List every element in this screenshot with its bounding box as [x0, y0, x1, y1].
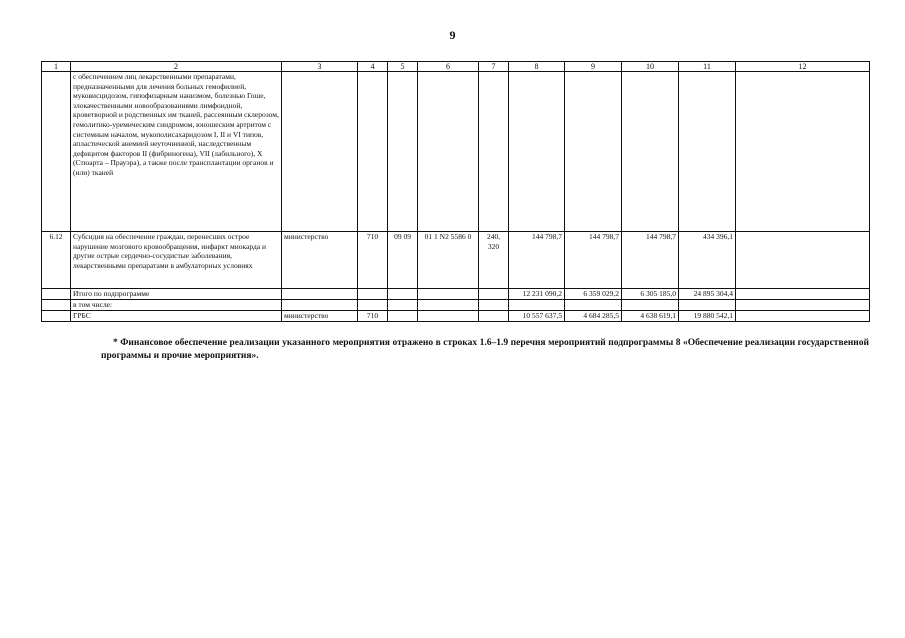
section-code-cell: 09 09 — [388, 232, 418, 289]
footnote: * Финансовое обеспечение реализации указанного мероприятия отражено в строках 1.6–1.9 перечня мероприятий подпрограммы 8 «Обеспечение реализации государственной программы и прочие мероприятия». — [101, 338, 869, 361]
column-header: 1 — [42, 62, 71, 72]
total-label: Итого по подпрограмме — [71, 289, 282, 300]
table-row-including — [42, 300, 870, 311]
notes-cell — [736, 232, 870, 289]
column-header: 5 — [388, 62, 418, 72]
table-row-continuation — [42, 72, 870, 232]
grbs-code-cell: 710 — [358, 232, 388, 289]
amount-cell-8: 144 798,7 — [509, 232, 565, 289]
executor-cell: министерство — [282, 311, 358, 322]
target-article-cell: 01 1 N2 5586 0 — [418, 232, 479, 289]
total-cell-9: 6 359 029,2 — [565, 289, 622, 300]
page-number: 9 — [449, 28, 456, 42]
row-number-cell: 6.12 — [42, 232, 71, 289]
column-header: 9 — [565, 62, 622, 72]
column-header: 7 — [479, 62, 509, 72]
column-header: 10 — [622, 62, 679, 72]
budget-table — [41, 61, 870, 322]
row-number-cell — [42, 72, 71, 232]
description-cell: Субсидия на обеспечение граждан, перенесших острое нарушение мозгового кровообращения, инфаркт миокарда и другие острые сердечно-сосудистые заболевания, лекарственными препаратами в амбулаторных условиях — [71, 232, 282, 289]
amount-cell-9: 144 798,7 — [565, 232, 622, 289]
total-cell-10: 6 305 185,0 — [622, 289, 679, 300]
expense-type-cell: 240, 320 — [479, 232, 509, 289]
grbs-cell-8: 10 557 637,5 — [509, 311, 565, 322]
table-row-grbs — [42, 311, 870, 322]
table-row-6-12 — [42, 232, 870, 289]
header-row — [42, 62, 870, 72]
amount-cell-11: 434 396,1 — [679, 232, 736, 289]
grbs-label: ГРБС — [71, 311, 282, 322]
column-header: 4 — [358, 62, 388, 72]
executor-cell: министерство — [282, 232, 358, 289]
column-header: 11 — [679, 62, 736, 72]
column-header: 6 — [418, 62, 479, 72]
grbs-cell-9: 4 684 285,5 — [565, 311, 622, 322]
grbs-cell-10: 4 638 619,1 — [622, 311, 679, 322]
total-cell-11: 24 895 304,4 — [679, 289, 736, 300]
amount-cell-10: 144 798,7 — [622, 232, 679, 289]
column-header: 3 — [282, 62, 358, 72]
grbs-cell-11: 19 880 542,1 — [679, 311, 736, 322]
description-cell: с обеспечением лиц лекарственными препаратами, предназначенными для лечения больных гемофилией, муковисцидозом, гипофизарным нанизмом, болезнью Гоше, злокачественными новообразованиями лимфоидной, кроветворной и родственных им тканей, рассеянным склерозом, гемолитико-уремическим синдромом, юношеским артритом с системным началом, мукополисахаридозом I, II и VI типов, апластической анемией неуточненной, наследственным дефицитом факторов II (фибриногена), VII (лабильного), X (Стюарта – Прауэра), а также после трансплантации органов и (или) тканей — [71, 72, 282, 232]
column-header: 8 — [509, 62, 565, 72]
column-header: 2 — [71, 62, 282, 72]
grbs-code-cell: 710 — [358, 311, 388, 322]
column-header: 12 — [736, 62, 870, 72]
table-row-total — [42, 289, 870, 300]
total-cell-8: 12 231 090,2 — [509, 289, 565, 300]
including-label: в том числе: — [71, 300, 282, 311]
